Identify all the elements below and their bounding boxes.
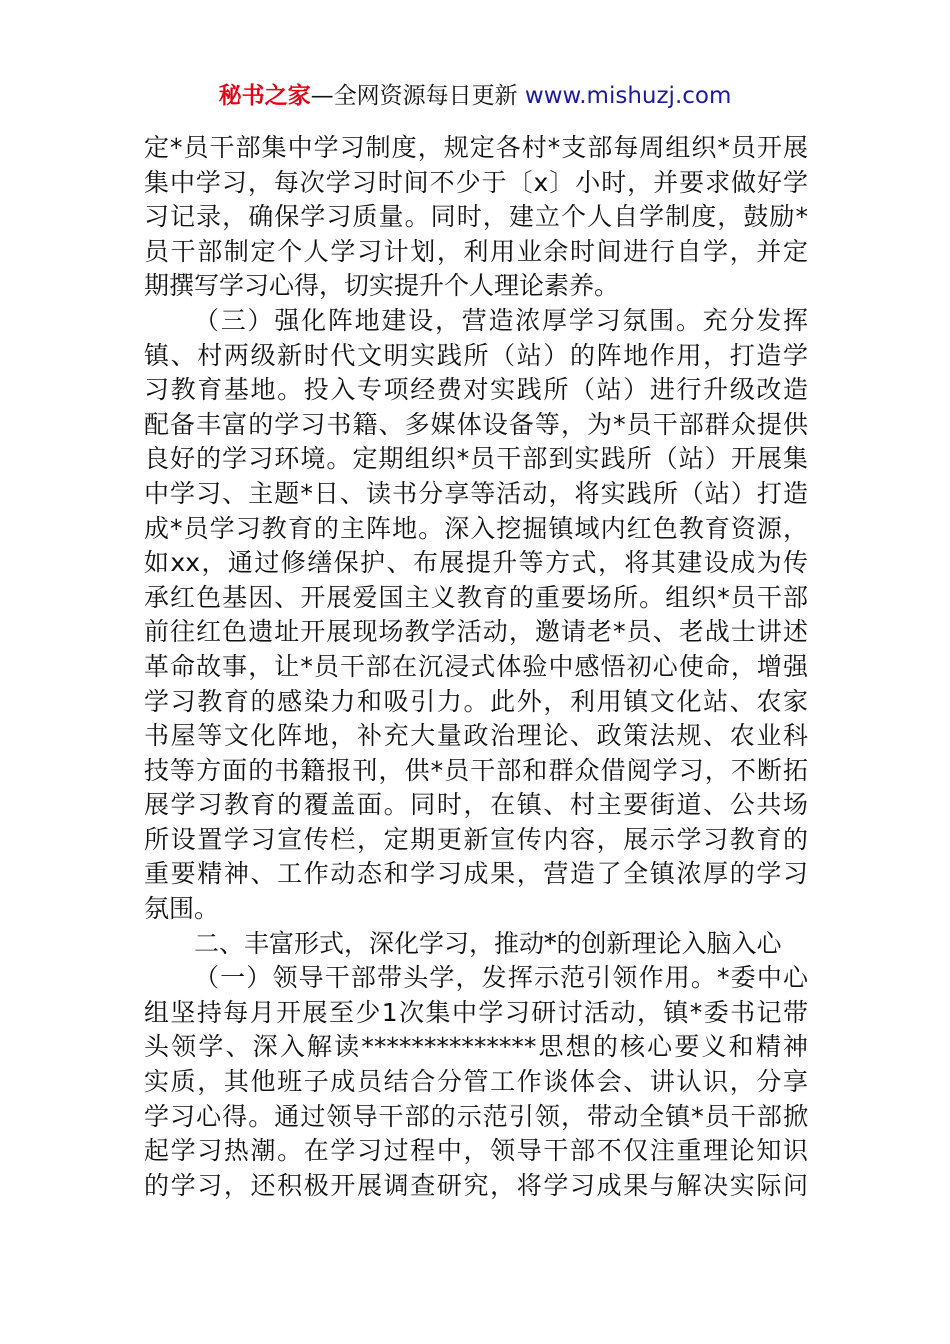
body-line: 前往红色遗址开展现场教学活动，邀请老*员、老战士讲述: [144, 617, 808, 647]
section-heading: 二、丰富形式，深化学习，推动*的创新理论入脑入心: [194, 928, 782, 958]
body-line: 革命故事，让*员干部在沉浸式体验中感悟初心使命，增强: [144, 651, 808, 681]
body-line: （三）强化阵地建设，营造浓厚学习氛围。充分发挥: [194, 305, 808, 335]
body-line: 组坚持每月开展至少1次集中学习研讨活动，镇*委书记带: [144, 997, 808, 1027]
document-body: [144, 131, 808, 1203]
body-line: 头领学、深入解读**************思想的核心要义和精神: [144, 1032, 808, 1062]
body-line: 氛围。: [144, 894, 220, 924]
body-line: 配备丰富的学习书籍、多媒体设备等，为*员干部群众提供: [144, 409, 808, 439]
body-line: 习教育基地。投入专项经费对实践所（站）进行升级改造: [144, 375, 808, 405]
body-line: 所设置学习宣传栏，定期更新宣传内容，展示学习教育的: [144, 824, 808, 854]
body-line: 习记录，确保学习质量。同时，建立个人自学制度，鼓励*: [144, 202, 808, 232]
body-line: 展学习教育的覆盖面。同时，在镇、村主要街道、公共场: [144, 790, 808, 820]
body-line: 镇、村两级新时代文明实践所（站）的阵地作用，打造学: [144, 340, 808, 370]
body-line: 定*员干部集中学习制度，规定各村*支部每周组织*员开展: [144, 133, 808, 162]
body-line: 成*员学习教育的主阵地。深入挖掘镇域内红色教育资源，: [144, 513, 808, 543]
body-line: 的学习，还积极开展调查研究，将学习成果与解决实际问: [144, 1170, 808, 1200]
body-line: 书屋等文化阵地，补充大量政治理论、政策法规、农业科: [144, 721, 808, 751]
body-line: 集中学习，每次学习时间不少于〔x〕小时，并要求做好学: [144, 167, 808, 197]
page-header: [0, 80, 950, 112]
site-url-link[interactable]: www.mishuzj.com: [524, 83, 732, 109]
brand-name: 秘书之家: [218, 83, 311, 109]
body-line: 员干部制定个人学习计划，利用业余时间进行自学，并定: [144, 236, 808, 266]
body-line: （一）领导干部带头学，发挥示范引领作用。*委中心: [194, 963, 808, 993]
body-line: 重要精神、工作动态和学习成果，营造了全镇浓厚的学习: [144, 859, 808, 889]
header-slogan: —全网资源每日更新: [310, 83, 518, 109]
body-line: 学习心得。通过领导干部的示范引领，带动全镇*员干部掀: [144, 1101, 808, 1131]
body-line: 期撰写学习心得，切实提升个人理论素养。: [144, 271, 620, 301]
body-line: 如xx，通过修缮保护、布展提升等方式，将其建设成为传: [144, 548, 808, 578]
body-line: 实质，其他班子成员结合分管工作谈体会、讲认识，分享: [144, 1067, 808, 1097]
body-line: 承红色基因、开展爱国主义教育的重要场所。组织*员干部: [144, 582, 808, 612]
body-line: 技等方面的书籍报刊，供*员干部和群众借阅学习，不断拓: [144, 755, 808, 785]
body-line: 良好的学习环境。定期组织*员干部到实践所（站）开展集: [144, 444, 808, 474]
body-line: 学习教育的感染力和吸引力。此外，利用镇文化站、农家: [144, 686, 808, 716]
body-line: 中学习、主题*日、读书分享等活动，将实践所（站）打造: [144, 478, 808, 508]
body-line: 起学习热潮。在学习过程中，领导干部不仅注重理论知识: [144, 1136, 808, 1166]
